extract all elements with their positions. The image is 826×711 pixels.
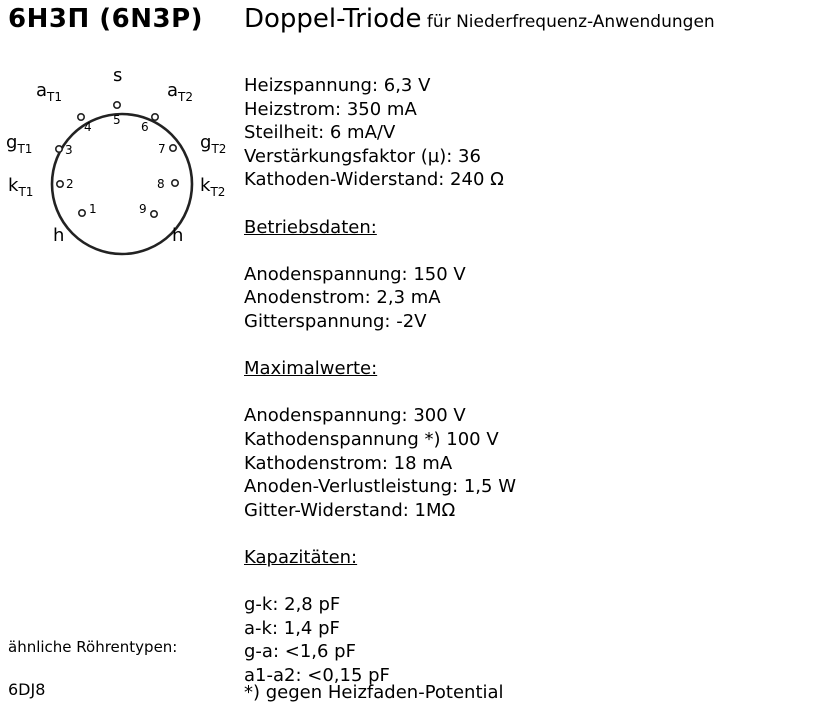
label-a-t1: $a_{T1}$ — [36, 80, 62, 104]
similar-types-value: 6DJ8 — [8, 680, 46, 699]
spec-line: g-a: <1,6 pF — [244, 641, 356, 663]
spec-line: Kathoden-Widerstand: 240 Ω — [244, 169, 504, 191]
spacer — [244, 569, 516, 593]
pin-5-number: 5 — [113, 113, 121, 127]
pin-6-dot — [152, 114, 158, 120]
label-h-left: h — [53, 225, 65, 246]
pin-9-dot — [151, 211, 157, 217]
spec-line: Verstärkungsfaktor (µ): 36 — [244, 145, 481, 167]
pin-6-number: 6 — [141, 120, 149, 134]
spec-line: Heizspannung: 6,3 V — [244, 75, 431, 96]
pinout-diagram — [0, 60, 240, 260]
spec-line: Anodenspannung: 300 V — [244, 405, 466, 427]
spec-line: Anodenstrom: 2,3 mA — [244, 287, 441, 309]
pin-7-number: 7 — [158, 142, 166, 156]
spec-line: Heizstrom: 350 mA — [244, 98, 417, 120]
label-g-t2: $g_{T2}$ — [200, 132, 227, 156]
pin-7-dot — [170, 145, 176, 151]
label-g-t1: $g_{T1}$ — [6, 132, 33, 156]
subtitle-rest: für Niederfrequenz-Anwendungen — [421, 12, 715, 32]
label-k-t1: $k_{T1}$ — [8, 175, 34, 199]
label-s: s — [113, 65, 123, 86]
specs-block — [244, 74, 516, 687]
pin-9-number: 9 — [139, 202, 147, 216]
spec-line: Anoden-Verlustleistung: 1,5 W — [244, 476, 517, 498]
label-h-right: h — [172, 225, 184, 246]
spec-line: Steilheit: 6 mA/V — [244, 122, 396, 144]
pin-8-dot — [172, 180, 178, 186]
spec-line: Gitter-Widerstand: 1MΩ — [244, 499, 456, 521]
pin-8-number: 8 — [157, 177, 165, 191]
similar-types-label: ähnliche Röhrentypen: — [8, 638, 178, 656]
pin-1-dot — [79, 210, 85, 216]
spec-line: Anodenspannung: 150 V — [244, 263, 466, 285]
pin-3-number: 3 — [65, 143, 73, 157]
spacer — [244, 381, 516, 405]
spacer — [244, 239, 516, 263]
spec-line: a-k: 1,4 pF — [244, 617, 340, 639]
label-a-t2: $a_{T2}$ — [167, 80, 193, 104]
label-k-t2: $k_{T2}$ — [200, 175, 226, 199]
heading-operating: Betriebsdaten: — [244, 216, 377, 238]
pin-4-number: 4 — [84, 120, 92, 134]
heading-maximum: Maximalwerte: — [244, 358, 378, 380]
pin-1-number: 1 — [89, 202, 97, 216]
pin-2-dot — [57, 181, 63, 187]
spec-line: Gitterspannung: -2V — [244, 310, 427, 332]
footnote: *) gegen Heizfaden-Potential — [244, 682, 504, 703]
pin-3-dot — [56, 146, 62, 152]
spacer — [244, 334, 516, 358]
page-title: 6Н3П (6N3P) — [8, 4, 204, 34]
spec-line: Kathodenspannung *) 100 V — [244, 428, 499, 450]
pin-2-number: 2 — [66, 177, 74, 191]
subtitle-main: Doppel-Triode — [244, 4, 422, 34]
spec-line: Kathodenstrom: 18 mA — [244, 452, 453, 474]
spec-line: a1-a2: <0,15 pF — [244, 664, 390, 686]
page-subtitle — [244, 4, 715, 34]
heading-capacitance: Kapazitäten: — [244, 546, 358, 568]
spec-line: g-k: 2,8 pF — [244, 594, 341, 616]
pin-5-dot — [114, 102, 120, 108]
spacer — [244, 192, 516, 216]
spacer — [244, 522, 516, 546]
